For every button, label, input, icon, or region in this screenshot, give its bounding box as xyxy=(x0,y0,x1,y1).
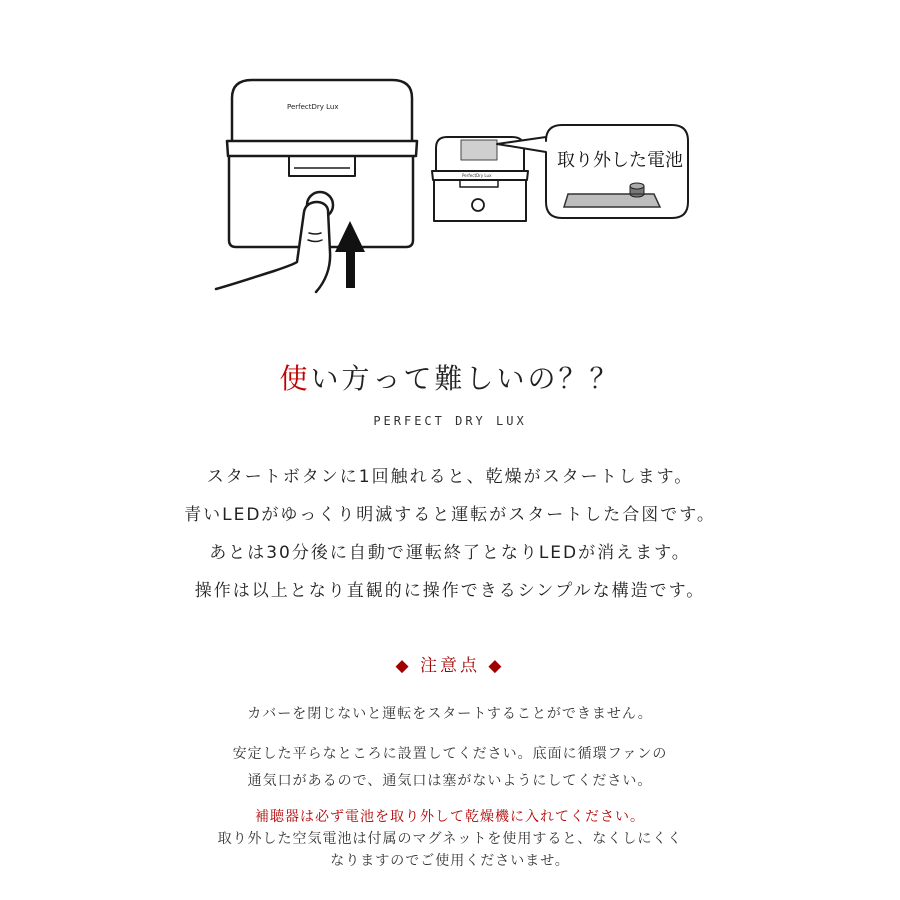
note-battery-line: なりますのでご使用くださいませ。 xyxy=(330,853,570,869)
title-accent-char: 使 xyxy=(279,362,311,395)
device-illustration xyxy=(0,0,900,300)
instruction-line: 青いLEDがゆっくり明滅すると運転がスタートした合図です。 xyxy=(184,505,716,525)
note-battery xyxy=(0,806,900,872)
small-device-brand-label: PerfectDry Lux xyxy=(462,173,492,178)
instruction-line: 操作は以上となり直観的に操作できるシンプルな構造です。 xyxy=(194,581,706,601)
diamond-icon: ◆ xyxy=(395,656,412,676)
callout-label: 取り外した電池 xyxy=(557,150,683,171)
page-title xyxy=(0,357,900,397)
title-rest: い方って難しいの？？ xyxy=(310,362,621,395)
up-arrow-icon xyxy=(335,221,365,288)
instruction-line: あとは30分後に自動で運転終了となりLEDが消えます。 xyxy=(209,543,691,563)
small-dryer-device xyxy=(432,137,528,221)
note-battery-warning: 補聴器は必ず電池を取り外して乾燥機に入れてください。 xyxy=(255,809,645,825)
notes-heading-text: 注意点 xyxy=(420,656,480,676)
page-subtitle: PERFECT DRY LUX xyxy=(373,414,527,428)
note-placement-line: 通気口があるので、通気口は塞がないようにしてください。 xyxy=(247,773,653,789)
instruction-line: スタートボタンに1回触れると、乾燥がスタートします。 xyxy=(206,467,694,487)
device-brand-label: PerfectDry Lux xyxy=(287,103,339,111)
note-placement xyxy=(0,741,900,795)
diamond-icon: ◆ xyxy=(488,656,505,676)
note-battery-line: 取り外した空気電池は付属のマグネットを使用すると、なくしにくく xyxy=(217,831,683,847)
note-cover: カバーを閉じないと運転をスタートすることができません。 xyxy=(247,706,653,722)
note-placement-line: 安定した平らなところに設置してください。底面に循環ファンの xyxy=(232,746,668,762)
notes-heading xyxy=(0,651,900,676)
instructions-block xyxy=(0,458,900,610)
